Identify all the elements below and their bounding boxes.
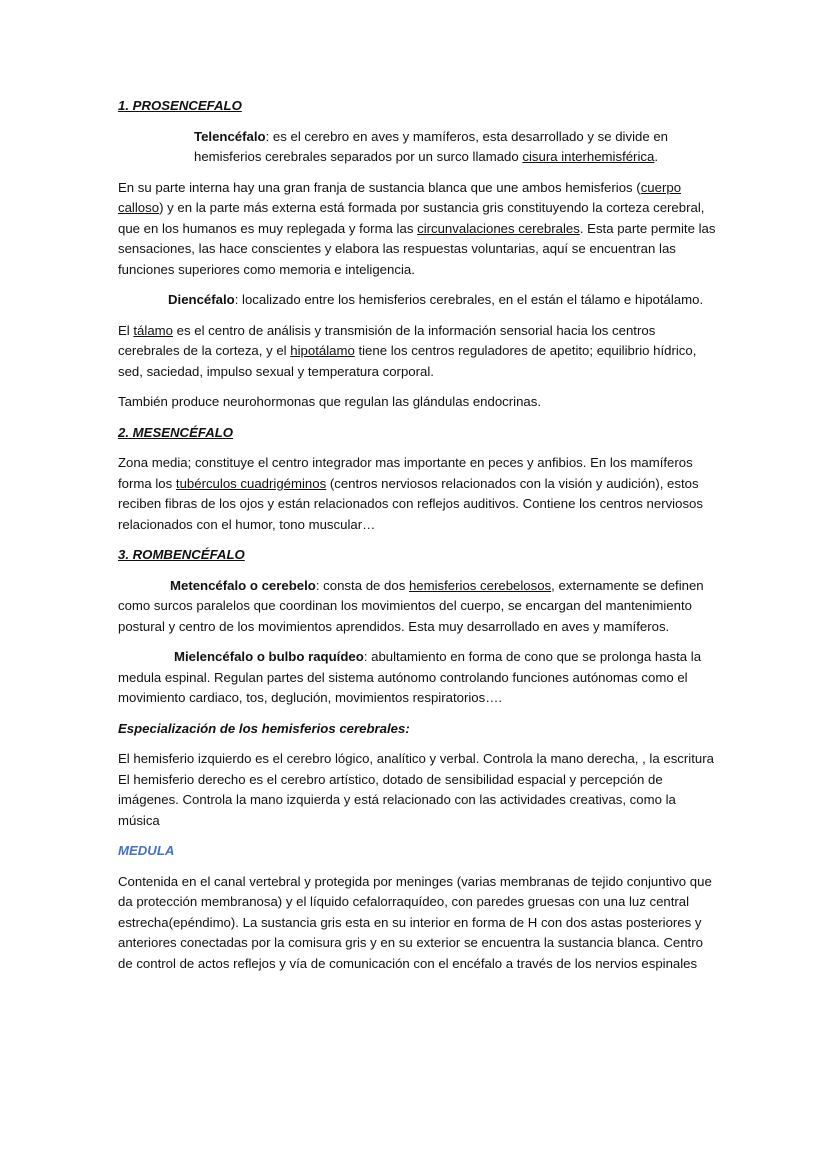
especializacion-paragraph: El hemisferio izquierdo es el cerebro lógico, analítico y verbal. Controla la mano derecha, , la escritura El hemisferio derecho es el cerebro artístico, dotado de sensibilidad espacial y percepción de imágenes. Controla la mano izquierda y está relacionado con las actividades creativas, como la música	[118, 751, 714, 828]
telencefalo-paragraph: Telencéfalo: es el cerebro en aves y mamíferos, esta desarrollado y se divide en hemisferios cerebrales separados por un surco llamado cisura interhemisférica.	[194, 128, 668, 164]
metencefalo-term: Metencéfalo o cerebelo	[170, 577, 316, 593]
mielencefalo-paragraph: Mielencéfalo o bulbo raquídeo: abultamiento en forma de cono que se prolonga hasta la medula espinal. Regulan partes del sistema autónomo controlando funciones autónomas como el movimiento cardiaco, tos, deglución, movimientos respiratorios….	[118, 649, 702, 705]
section-heading-mesencefalo: 2. MESENCÉFALO	[118, 424, 234, 440]
diencefalo-term: Diencéfalo	[168, 292, 235, 307]
section-heading-prosencefalo: 1. PROSENCEFALO	[118, 98, 242, 113]
cuerpo-calloso-term: cuerpo calloso	[118, 179, 682, 215]
medula-paragraph: Contenida en el canal vertebral y protegida por meninges (varias membranas de tejido conjuntivo que da protección membranosa) y el líquido cefalorraquídeo, con paredes gruesas con una luz central estrecha(epéndimo). La sustancia gris esta en su interior en forma de H con dos astas posteriores y anteriores conectadas por la comisura gris y en su exterior se encuentra la sustancia blanca. Centro de control de actos reflejos y vía de comunicación con el encéfalo a través de los nervios espinales	[118, 873, 712, 971]
telencefalo-term: Telencéfalo	[194, 128, 266, 144]
neurohormonas-paragraph: También produce neurohormonas que regulan las glándulas endocrinas.	[118, 394, 542, 409]
hipotalamo-term: hipotálamo	[290, 343, 355, 358]
circunvalaciones-term: circunvalaciones cerebrales	[417, 220, 580, 236]
corteza-paragraph: En su parte interna hay una gran franja de sustancia blanca que une ambos hemisferios (cuerpo calloso) y en la parte más externa está formada por sustancia gris constituyendo la corteza cerebral, que en los humanos es muy replegada y forma las circunvalaciones cerebrales. Esta parte permite las sensaciones, las hace conscientes y elabora las respuestas voluntarias, aquí se encuentran las funciones superiores como memoria e inteligencia.	[118, 179, 716, 277]
especializacion-heading: Especialización de los hemisferios cerebrales:	[118, 720, 410, 736]
hemisferios-cerebelosos-term: hemisferios cerebelosos	[408, 577, 552, 593]
medula-heading: MEDULA	[118, 843, 175, 858]
tuberculos-term: tubérculos cuadrigéminos	[175, 475, 327, 491]
document-page	[118, 96, 718, 984]
cisura-link: cisura interhemisférica	[522, 149, 655, 164]
diencefalo-paragraph: Diencéfalo: localizado entre los hemisferios cerebrales, en el están el tálamo e hipotálamo.	[168, 292, 704, 307]
mesencefalo-paragraph: Zona media; constituye el centro integrador mas importante en peces y anfibios. En los mamíferos forma los tubérculos cuadrigéminos (centros nerviosos relacionados con la visión y audición), estos reciben fibras de los ojos y están relacionados con reflejos auditivos. Contiene los centros nerviosos relacionados con el humor, tono muscular…	[118, 455, 703, 532]
talamo-paragraph: El tálamo es el centro de análisis y transmisión de la información sensorial hacia los centros cerebrales de la corteza, y el hipotálamo tiene los centros reguladores de apetito; equilibrio hídrico, sed, saciedad, impulso sexual y temperatura corporal.	[118, 322, 697, 379]
metencefalo-paragraph: Metencéfalo o cerebelo: consta de dos hemisferios cerebelosos, externamente se definen como surcos paralelos que coordinan los movimientos del cuerpo, se encargan del mantenimiento postural y centro de los movimientos aprendidos. Esta muy desarrollado en aves y mamíferos.	[118, 577, 704, 634]
talamo-term: tálamo	[133, 322, 173, 338]
section-heading-rombencefalo: 3. ROMBENCÉFALO	[118, 547, 245, 562]
mielencefalo-term: Mielencéfalo o bulbo raquídeo	[174, 649, 364, 664]
